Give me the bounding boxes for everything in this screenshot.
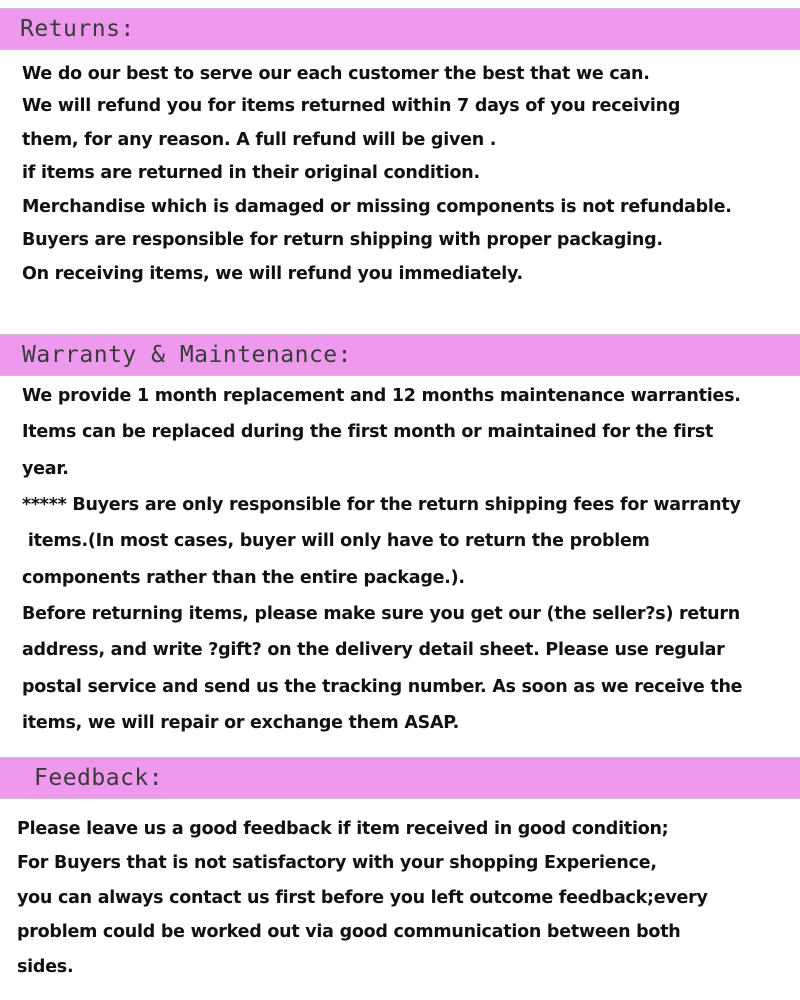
returns-line: Merchandise which is damaged or missing components is not refundable.	[22, 197, 732, 217]
warranty-line: items.(In most cases, buyer will only have to return the problem	[22, 531, 650, 551]
warranty-line: year.	[22, 459, 69, 479]
warranty-line: Before returning items, please make sure you get our (the seller?s) return	[22, 604, 740, 624]
warranty-title: Warranty & Maintenance:	[22, 342, 352, 368]
warranty-line: ***** Buyers are only responsible for the return shipping fees for warranty	[22, 495, 741, 515]
feedback-section-header	[0, 757, 800, 799]
returns-line: Buyers are responsible for return shipping with proper packaging.	[22, 230, 663, 250]
returns-line: We will refund you for items returned within 7 days of you receiving	[22, 96, 681, 116]
warranty-line: postal service and send us the tracking number. As soon as we receive the	[22, 677, 743, 697]
returns-title: Returns:	[20, 16, 135, 42]
feedback-line: problem could be worked out via good communication between both	[17, 922, 681, 942]
warranty-line: Items can be replaced during the first month or maintained for the first	[22, 422, 714, 442]
feedback-line: Please leave us a good feedback if item received in good condition;	[17, 819, 669, 839]
returns-line: On receiving items, we will refund you immediately.	[22, 264, 523, 284]
feedback-line: sides.	[17, 957, 74, 977]
warranty-section-header	[0, 334, 800, 376]
warranty-line: components rather than the entire package.).	[22, 568, 465, 588]
warranty-line: address, and write ?gift? on the delivery detail sheet. Please use regular	[22, 640, 725, 660]
feedback-title: Feedback:	[34, 765, 164, 791]
feedback-line: For Buyers that is not satisfactory with your shopping Experience,	[17, 853, 657, 873]
returns-section-header	[0, 8, 800, 50]
returns-line: We do our best to serve our each customer the best that we can.	[22, 64, 650, 84]
feedback-line: you can always contact us first before you left outcome feedback;every	[17, 888, 708, 908]
warranty-line: items, we will repair or exchange them ASAP.	[22, 713, 460, 733]
warranty-line: We provide 1 month replacement and 12 months maintenance warranties.	[22, 386, 741, 406]
returns-line: if items are returned in their original condition.	[22, 163, 480, 183]
returns-line: them, for any reason. A full refund will be given .	[22, 130, 497, 150]
